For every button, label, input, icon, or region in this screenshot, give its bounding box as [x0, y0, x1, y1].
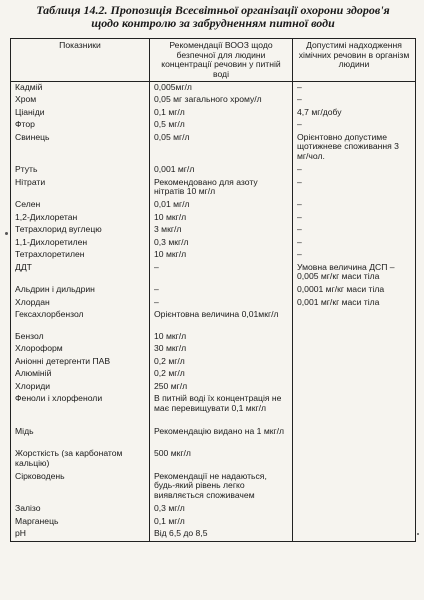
- cell-intake-value: [293, 356, 416, 369]
- table-row: [11, 95, 416, 108]
- cell-who-value: 0,05 мг/л: [150, 132, 293, 165]
- caption-line-1: Таблиця 14.2. Пропозиція Всесвітньої організації охорони здоров'я: [36, 3, 390, 17]
- table-row: [11, 310, 416, 332]
- cell-who-value: Рекомендовано для азоту нітратів 10 мг/л: [150, 177, 293, 200]
- table-row: [11, 516, 416, 529]
- cell-intake-value: Орієнтовно допустиме щотижневе споживання 3 мг/чол.: [293, 132, 416, 165]
- cell-intake-value: –: [293, 177, 416, 200]
- cell-indicator: Хлориди: [11, 381, 150, 394]
- table-row: [11, 471, 416, 504]
- cell-indicator: Тетрахлорид вуглецю: [11, 225, 150, 238]
- cell-who-value: Рекомендації не надаються, будь-який рівень легко виявляється споживачем: [150, 471, 293, 504]
- cell-who-value: 0,3 мг/л: [150, 504, 293, 517]
- cell-indicator: Свинець: [11, 132, 150, 165]
- cell-intake-value: [293, 369, 416, 382]
- table-row: [11, 237, 416, 250]
- cell-intake-value: [293, 310, 416, 332]
- scan-speck: [5, 232, 8, 235]
- cell-indicator: 1,1-Дихлоретилен: [11, 237, 150, 250]
- table-row: [11, 426, 416, 449]
- caption-line-2: щодо контролю за забрудненням питної води: [91, 16, 335, 30]
- cell-indicator: Феноли і хлорфеноли: [11, 394, 150, 427]
- cell-indicator: 1,2-Дихлоретан: [11, 212, 150, 225]
- table-row: [11, 262, 416, 285]
- water-quality-table: [10, 38, 416, 542]
- cell-intake-value: –: [293, 82, 416, 95]
- cell-indicator: Хром: [11, 95, 150, 108]
- cell-intake-value: –: [293, 120, 416, 133]
- scan-speck: [417, 533, 419, 535]
- table-row: [11, 177, 416, 200]
- cell-indicator: pH: [11, 529, 150, 542]
- cell-intake-value: Умовна величина ДСП – 0,005 мг/кг маси тіла: [293, 262, 416, 285]
- table-row: [11, 381, 416, 394]
- cell-who-value: 10 мкг/л: [150, 212, 293, 225]
- cell-intake-value: [293, 344, 416, 357]
- cell-who-value: Орієнтовна величина 0,01мкг/л: [150, 310, 293, 332]
- table-row: [11, 225, 416, 238]
- cell-who-value: 0,01 мг/л: [150, 200, 293, 213]
- cell-who-value: 0,001 мг/л: [150, 165, 293, 178]
- cell-indicator: Селен: [11, 200, 150, 213]
- cell-indicator: Аніонні детергенти ПАВ: [11, 356, 150, 369]
- cell-who-value: 0,3 мкг/л: [150, 237, 293, 250]
- header-who-recommendation: Рекомендації ВООЗ щодо безпечної для людини концентрації речовин у питній воді: [150, 39, 293, 82]
- cell-intake-value: [293, 449, 416, 472]
- cell-intake-value: [293, 426, 416, 449]
- table-row: [11, 120, 416, 133]
- cell-intake-value: [293, 504, 416, 517]
- cell-intake-value: –: [293, 237, 416, 250]
- cell-intake-value: –: [293, 200, 416, 213]
- cell-intake-value: [293, 529, 416, 542]
- cell-intake-value: [293, 516, 416, 529]
- cell-intake-value: [293, 331, 416, 344]
- cell-indicator: Бензол: [11, 331, 150, 344]
- cell-who-value: 10 мкг/л: [150, 250, 293, 263]
- table-row: [11, 200, 416, 213]
- cell-indicator: Нітрати: [11, 177, 150, 200]
- cell-indicator: Ціаніди: [11, 107, 150, 120]
- cell-who-value: 0,05 мг загального хрому/л: [150, 95, 293, 108]
- cell-who-value: 3 мкг/л: [150, 225, 293, 238]
- cell-who-value: 0,1 мг/л: [150, 107, 293, 120]
- cell-who-value: 0,5 мг/л: [150, 120, 293, 133]
- cell-intake-value: –: [293, 95, 416, 108]
- table-row: [11, 331, 416, 344]
- cell-who-value: 0,2 мг/л: [150, 369, 293, 382]
- cell-indicator: Альдрин і дильдрин: [11, 285, 150, 298]
- table-row: [11, 165, 416, 178]
- cell-intake-value: [293, 471, 416, 504]
- cell-who-value: 0,005мг/л: [150, 82, 293, 95]
- cell-who-value: В питній воді їх концентрація не має перевищувати 0,1 мкг/л: [150, 394, 293, 427]
- table-body: [11, 82, 416, 542]
- table-row: [11, 212, 416, 225]
- cell-who-value: –: [150, 285, 293, 298]
- cell-who-value: 30 мкг/л: [150, 344, 293, 357]
- table-row: [11, 394, 416, 427]
- cell-indicator: Марганець: [11, 516, 150, 529]
- cell-indicator: Кадмій: [11, 82, 150, 95]
- cell-indicator: Хлордан: [11, 297, 150, 310]
- table-row: [11, 297, 416, 310]
- table-row: [11, 250, 416, 263]
- table-row: [11, 285, 416, 298]
- cell-indicator: Мідь: [11, 426, 150, 449]
- cell-who-value: 0,2 мг/л: [150, 356, 293, 369]
- cell-intake-value: [293, 394, 416, 427]
- table-row: [11, 449, 416, 472]
- cell-indicator: Ртуть: [11, 165, 150, 178]
- cell-indicator: Хлороформ: [11, 344, 150, 357]
- header-permissible-intake: Допустимі надходження хімічних речовин в організм людини: [293, 39, 416, 82]
- cell-intake-value: 0,0001 мг/кг маси тіла: [293, 285, 416, 298]
- cell-who-value: 500 мкг/л: [150, 449, 293, 472]
- table-row: [11, 107, 416, 120]
- cell-indicator: Залізо: [11, 504, 150, 517]
- table-row: [11, 344, 416, 357]
- table-row: [11, 529, 416, 542]
- cell-indicator: Жорсткість (за карбонатом кальцію): [11, 449, 150, 472]
- cell-intake-value: –: [293, 225, 416, 238]
- cell-indicator: Гексахлорбензол: [11, 310, 150, 332]
- cell-intake-value: 4,7 мг/добу: [293, 107, 416, 120]
- table-row: [11, 356, 416, 369]
- cell-who-value: –: [150, 262, 293, 285]
- cell-who-value: 10 мкг/л: [150, 331, 293, 344]
- cell-intake-value: –: [293, 212, 416, 225]
- cell-indicator: Фтор: [11, 120, 150, 133]
- cell-intake-value: 0,001 мг/кг маси тіла: [293, 297, 416, 310]
- cell-who-value: –: [150, 297, 293, 310]
- cell-indicator: Тетрахлоретилен: [11, 250, 150, 263]
- cell-who-value: 250 мг/л: [150, 381, 293, 394]
- cell-intake-value: –: [293, 165, 416, 178]
- cell-intake-value: –: [293, 250, 416, 263]
- header-indicator: Показники: [11, 39, 150, 82]
- table-row: [11, 82, 416, 95]
- cell-who-value: Рекомендацію видано на 1 мкг/л: [150, 426, 293, 449]
- cell-who-value: Від 6,5 до 8,5: [150, 529, 293, 542]
- cell-indicator: Сірководень: [11, 471, 150, 504]
- table-row: [11, 132, 416, 165]
- cell-indicator: Алюміній: [11, 369, 150, 382]
- cell-indicator: ДДТ: [11, 262, 150, 285]
- table-header-row: [11, 39, 416, 82]
- table-row: [11, 504, 416, 517]
- table-row: [11, 369, 416, 382]
- cell-intake-value: [293, 381, 416, 394]
- table-caption: [8, 4, 418, 30]
- cell-who-value: 0,1 мг/л: [150, 516, 293, 529]
